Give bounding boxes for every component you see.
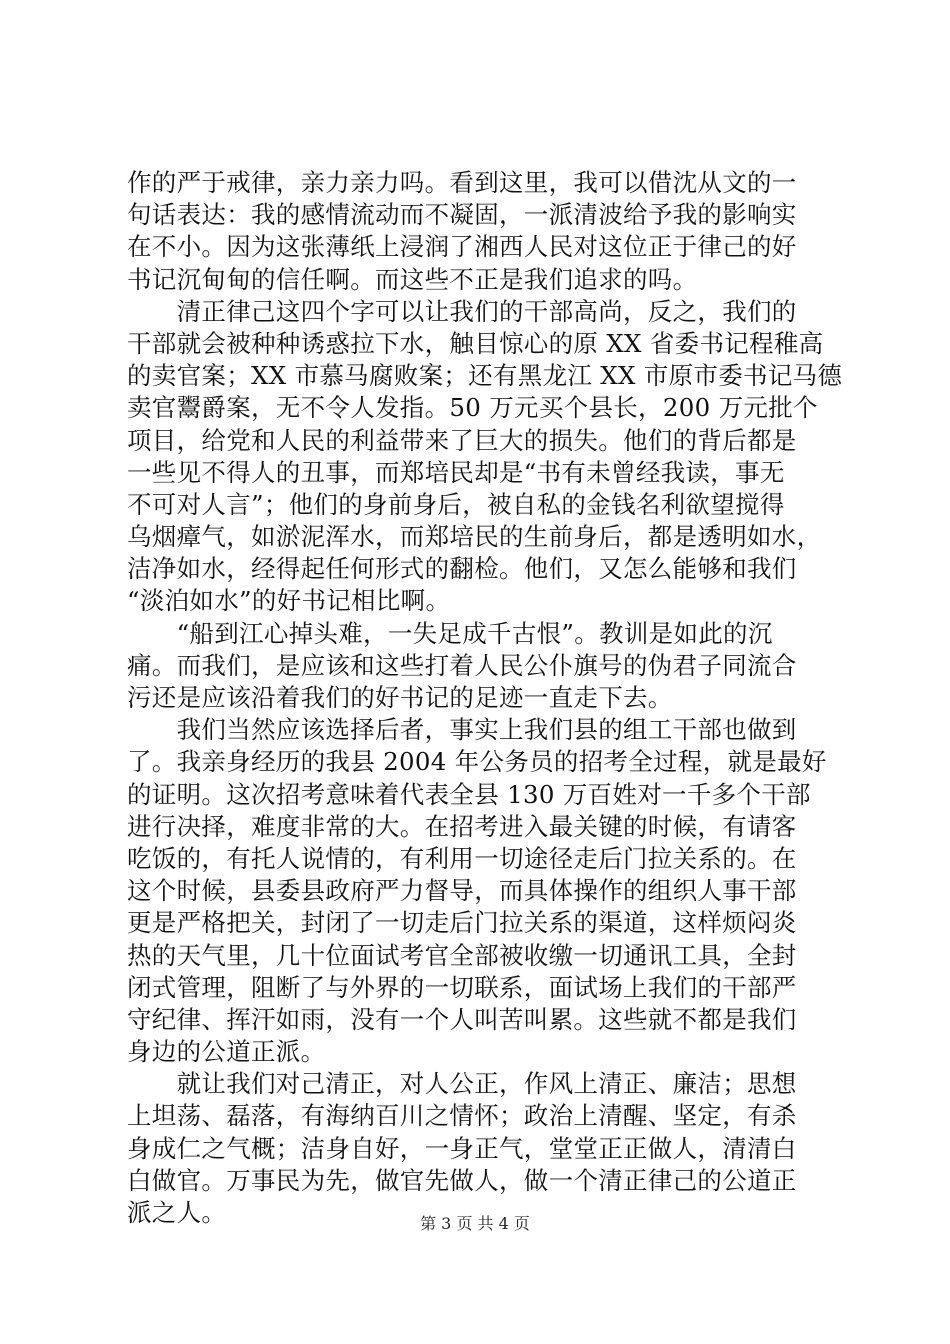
text-line: 句话表达：我的感情流动而不凝固，一派清波给予我的影响实 [127,200,797,230]
text-line: 热的天气里，几十位面试考官全部被收缴一切通讯工具，全封 [127,940,797,970]
text-line: 就让我们对己清正，对人公正，作风上清正、廉洁；思想 [127,1069,797,1099]
text-line: 卖官鬻爵案，无不令人发指。50 万元买个县长，200 万元批个 [127,393,818,423]
page-footer: 第 3 页 共 4 页 [420,1214,530,1233]
text-line: 项目，给党和人民的利益带来了巨大的损失。他们的背后都是 [127,425,797,455]
text-line: 清正律己这四个字可以让我们的干部高尚，反之，我们的 [127,296,797,326]
text-line: 作的严于戒律，亲力亲力吗。看到这里，我可以借沈从文的一 [127,168,797,197]
text-line: 的卖官案；XX 市慕马腐败案；还有黑龙江 XX 市原市委书记马德 [127,361,843,391]
text-line: 闭式管理，阻断了与外界的一切联系，面试场上我们的干部严 [127,972,797,1002]
document-body [127,167,843,1229]
text-line: 白做官。万事民为先，做官先做人，做一个清正律己的公道正 [127,1165,797,1195]
text-line: 更是严格把关，封闭了一切走后门拉关系的渠道，这样烦闷炎 [127,908,797,938]
text-line: 污还是应该沿着我们的好书记的足迹一直走下去。 [127,683,673,712]
text-line: 进行决择，难度非常的大。在招考进入最关键的时候，有请客 [127,811,797,841]
text-line: 这个时候，县委县政府严力督导，而具体操作的组织人事干部 [127,876,797,906]
text-line: 一些见不得人的丑事，而郑培民却是“书有未曾经我读，事无 [127,457,785,487]
text-line: 吃饭的，有托人说情的，有利用一切途径走后门拉关系的。在 [127,843,797,873]
text-line: 派之人。 [127,1198,227,1227]
text-line: 不可对人言”；他们的身前身后，被自私的金钱名利欲望搅得 [127,489,785,519]
text-line: “船到江心掉头难，一失足成千古恨”。教训是如此的沉 [127,618,773,648]
text-line: 干部就会被种种诱惑拉下水，触目惊心的原 XX 省委书记程稚高 [127,328,824,358]
text-line: 在不小。因为这张薄纸上浸润了湘西人民对这位正于律己的好 [127,232,797,262]
text-line: 守纪律、挥汗如雨，没有一个人叫苦叫累。这些就不都是我们 [127,1004,797,1034]
text-line: 了。我亲身经历的我县 2004 年公务员的招考全过程，就是最好 [127,747,827,777]
text-line: 的证明。这次招考意味着代表全县 130 万百姓对一千多个干部 [127,779,811,809]
text-line: 上坦荡、磊落，有海纳百川之情怀；政治上清醒、坚定，有杀 [127,1101,797,1131]
text-line: 乌烟瘴气，如淤泥浑水，而郑培民的生前身后，都是透明如水， [127,522,822,552]
text-line: “淡泊如水”的好书记相比啊。 [127,586,451,616]
text-line: 身成仁之气概；洁身自好，一身正气，堂堂正正做人，清清白 [127,1133,797,1163]
text-line: 我们当然应该选择后者，事实上我们县的组工干部也做到 [127,715,797,745]
text-line: 洁净如水，经得起任何形式的翻检。他们，又怎么能够和我们 [127,554,797,584]
text-line: 书记沉甸甸的信任啊。而这些不正是我们追求的吗。 [127,264,698,294]
text-line: 身边的公道正派。 [127,1037,326,1067]
text-line: 痛。而我们，是应该和这些打着人民公仆旗号的伪君子同流合 [127,650,797,680]
